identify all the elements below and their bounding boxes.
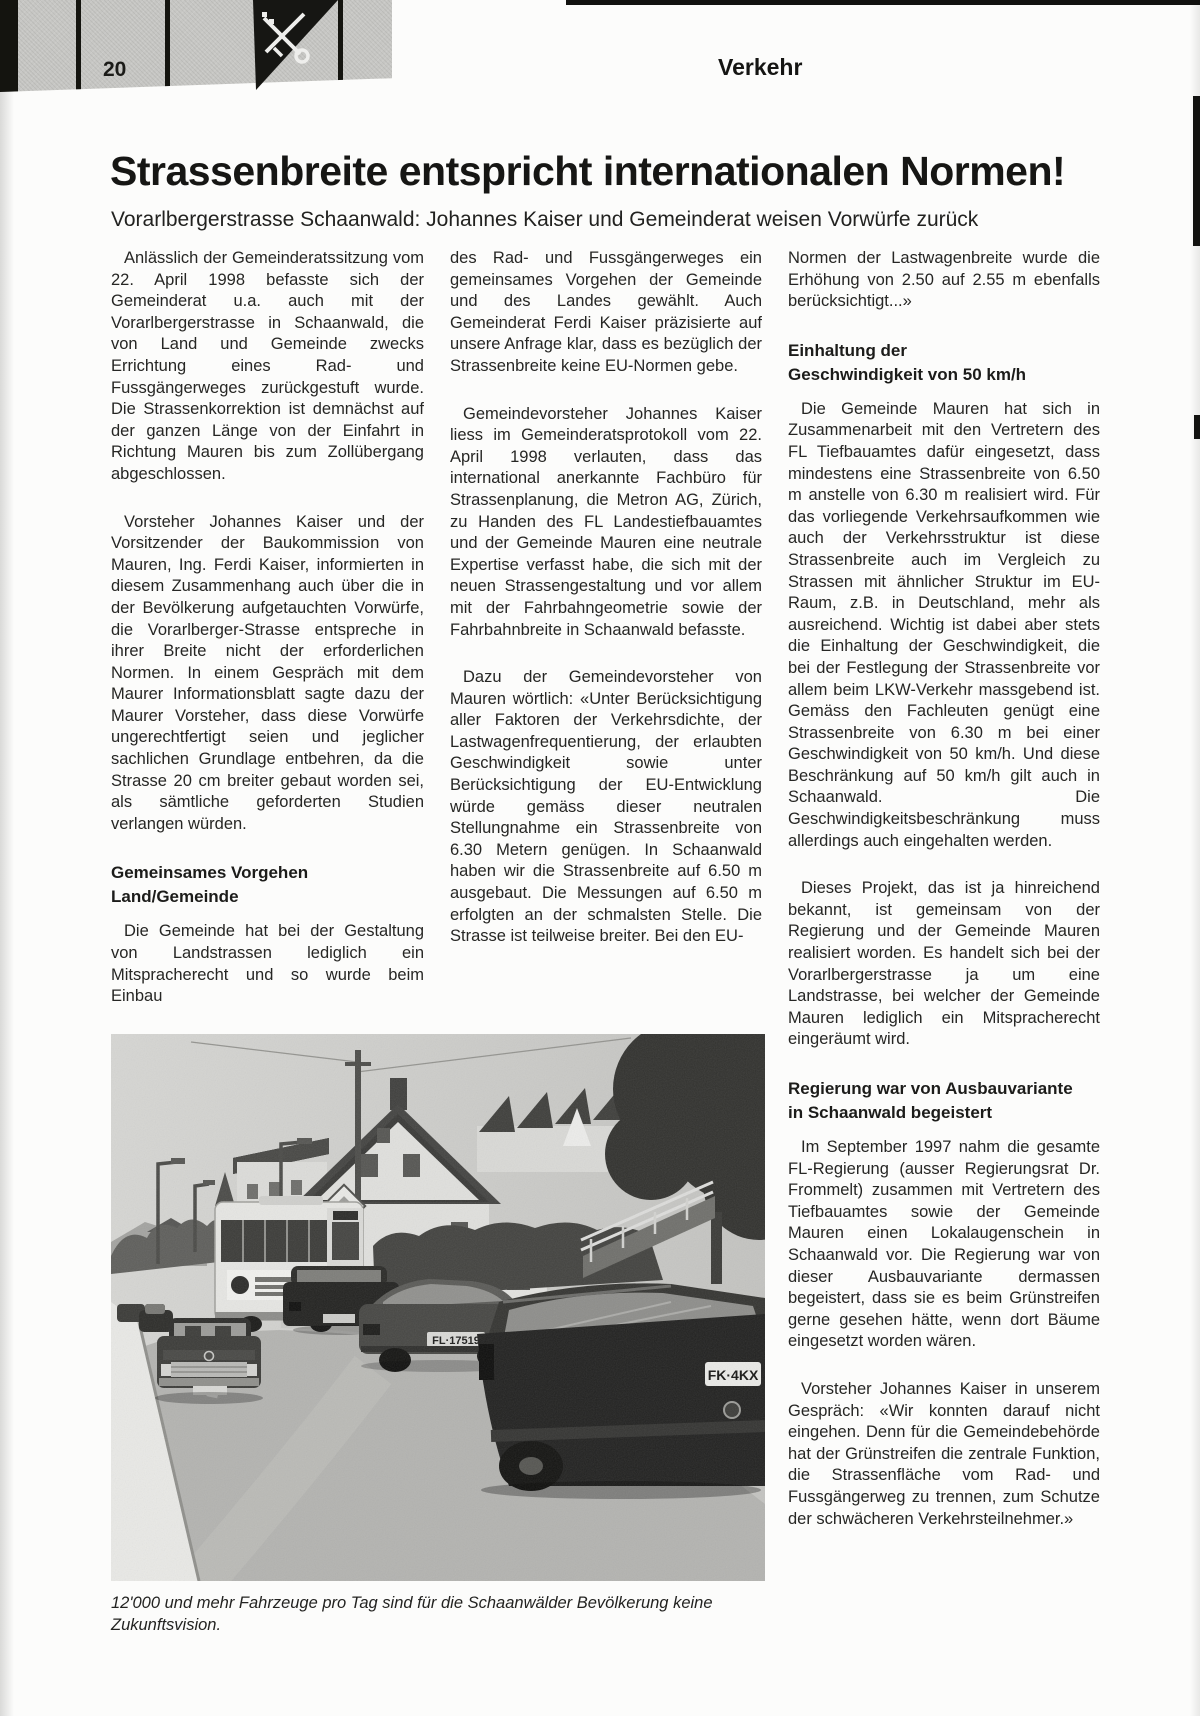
paragraph: Die Gemeinde Mauren hat sich in Zusammenarbeit mit den Vertretern des FL Tiefbauamtes dafür eingesetzt, dass mindestens eine Strassenbreite von 6.50 m anstelle von 6.30 m realisiert wird. Für das vorliegende Verkehrsaufkommen wie auch der Verkehrsstruktur ist diese Strassenbreite auch im Vergleich zu Strassen mit ähnlicher Struktur im EU-Raum, z.B. in Deutschland, mehr als ausreichend. Wichtig ist dabei aber stets die Einhaltung der Geschwindigkeit, die bei der Festlegung der Strassenbreite vor allem beim LKW-Verkehr massgebend ist. Gemäss den Fachleuten genügt eine Strassenbreite von 6.30 m bei einer Geschwindigkeit von 50 km/h. Und diese Beschränkung auf 50 km/h gilt auch in Schaanwald. Die Geschwindigkeitsbeschränkung muss allerdings auch eingehalten werden.: [788, 399, 1100, 850]
paragraph: Vorsteher Johannes Kaiser in unserem Gespräch: «Wir konnten darauf nicht eingehen. Denn für die Gemeindebehörde hat der Grünstreifen die zentrale Funktion, die Strassenfläche vom Rad- und Fussgängerweg zu trennen, zum Schutze der schwächeren Verkehrsteilnehmer.»: [788, 1379, 1100, 1528]
scan-right-mark-2: [1194, 415, 1200, 439]
header-black-block: [0, 0, 18, 92]
section-title: Verkehr: [718, 54, 803, 80]
street-photo: [111, 1034, 765, 1581]
paragraph: Dazu der Gemeindevorsteher von Mauren wörtlich: «Unter Berücksichtigung aller Faktoren der Verkehrsdichte, der Lastwagenfrequentierung, der erlaubten Geschwindigkeit sowie unter Berücksichtigung der EU-Entwicklung würde gemäss dieser neutralen Stellungnahme ein Strassenbreite von 6.30 Metern genügen. In Schaanwald haben wir die Strassenbreite auf 6.50 m ausgebaut. Die Messungen auf 6.50 m erfolgten an der schmalsten Stelle. Die Strasse ist teilweise breiter. Bei den EU-: [450, 668, 762, 946]
paragraph: Die Gemeinde hat bei der Gestaltung von Landstrassen lediglich ein Mitspracherecht und so wurde beim Einbau: [111, 922, 424, 1006]
subheading: Regierung war von Ausbauvariante in Schaanwald begeistert: [788, 1079, 1073, 1122]
photo-caption: 12'000 und mehr Fahrzeuge pro Tag sind für die Schaanwälder Bevölkerung keine Zukunftsvision.: [111, 1594, 713, 1634]
masthead-logo-icon: [250, 0, 342, 92]
scan-top-rule: [566, 0, 1200, 5]
text-column-2: [450, 248, 762, 974]
text-column-1: [111, 248, 424, 1034]
paragraph: Anlässlich der Gemeinderatssitzung vom 22. April 1998 befasste sich der Gemeinderat u.a. auch mit der Vorarlbergerstrasse in Schaanwald, die von Land und Gemeinde zwecks Errichtung eines Rad- und Fussgängerweges zurückgestuft wurde. Die Strassenkorrektion ist demnächst auf der ganzen Länge von der Einfahrt in Richtung Mauren bis zum Zollübergang abgeschlossen.: [111, 249, 424, 483]
subheading: Gemeinsames Vorgehen Land/Gemeinde: [111, 863, 309, 907]
paragraph: Gemeindevorsteher Johannes Kaiser liess im Gemeinderatsprotokoll vom 22. April 1998 verlauten, dass das international anerkannte Fachbüro für Strassenplanung, die Metron AG, Zürich, zu Handen des FL Landestiefbauamtes und der Gemeinde Mauren eine neutrale Expertise verfasst habe, die sich mit der neuen Strassengestaltung und vor allem mit der Fahrbahngeometrie sowie der Fahrbahnbreite in Schaanwald befasste.: [450, 404, 762, 639]
article-subtitle: Vorarlbergerstrasse Schaanwald: Johannes Kaiser und Gemeinderat weisen Vorwürfe zurück: [111, 208, 979, 231]
subheading: Einhaltung der Geschwindigkeit von 50 km/h: [788, 340, 1027, 384]
article-title: Strassenbreite entspricht internationalen Normen!: [110, 148, 1066, 194]
scan-edge-shading-right: [1190, 0, 1200, 1716]
paragraph: Dieses Projekt, das ist ja hinreichend bekannt, ist gemeinsam von der Regierung und der Gemeinde Mauren realisiert worden. Es handelt sich bei der Vorarlbergerstrasse ja um eine Landstrasse, bei welcher der Gemeinde Mauren lediglich ein Mitspracherecht eingeräumt wird.: [788, 879, 1100, 1049]
text-column-3: [788, 248, 1100, 1556]
header-rule-2: [165, 0, 170, 88]
page-number: 20: [103, 58, 127, 81]
street-photo-illustration: [111, 1034, 765, 1581]
scan-edge-shading-left: [0, 0, 14, 1716]
film-grain: [111, 1034, 765, 1581]
header-rule-1: [76, 0, 81, 90]
paragraph: Vorsteher Johannes Kaiser und der Vorsitzender der Baukommission von Mauren, Ing. Ferdi Kaiser, informierten in diesem Zusammenhang auch über die in der Bevölkerung aufgetauchten Vorwürfe, die Vorarlberger-Strasse entspreche in ihrer Breite nicht der erforderlichen Normen. In einem Gespräch mit dem Maurer Informationsblatt sagte dazu der Maurer Vorsteher, dass diese Vorwürfe ungerechtfertigt seien und jeglicher sachlichen Grundlage entbehren, da die Strasse 20 cm breiter gebaut worden sei, als sämtliche geforderten Studien verlangen würden.: [111, 512, 424, 833]
paragraph: des Rad- und Fussgängerweges ein gemeinsames Vorgehen der Gemeinde und des Landes gewählt. Auch Gemeinderat Ferdi Kaiser präzisierte auf unsere Anfrage klar, dass es bezüglich der Strassenbreite keine EU-Normen gebe.: [450, 249, 762, 375]
paragraph: Normen der Lastwagenbreite wurde die Erhöhung von 2.50 auf 2.55 m ebenfalls berücksichtigt...»: [788, 249, 1100, 311]
scan-right-mark-1: [1193, 96, 1200, 246]
paragraph: Im September 1997 nahm die gesamte FL-Regierung (ausser Regierungsrat Dr. Frommelt) zusammen mit Vertretern des Tiefbauamtes sowie der Gemeinde Mauren einen Lokalaugenschein in Schaanwald vor. Die Regierung war von dieser Ausbauvariante dermassen begeistert, dass sie es beim Grünstreifen gerne gesehen hätte, wenn dort Bäume eingesetzt worden wären.: [788, 1138, 1100, 1351]
